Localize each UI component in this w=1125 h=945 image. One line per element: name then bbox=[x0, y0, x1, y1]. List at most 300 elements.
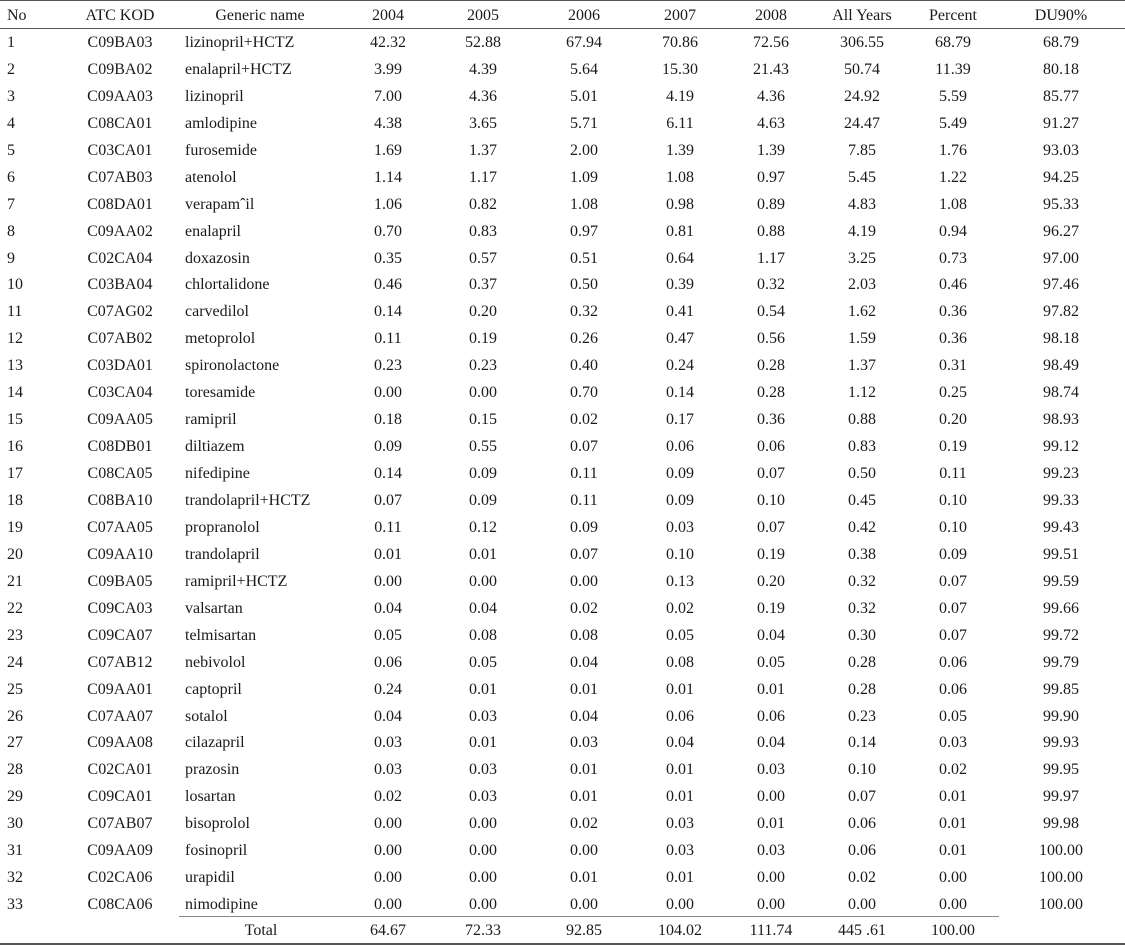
row-generic-name: lizinopril+HCTZ bbox=[185, 34, 295, 51]
row-percent: 0.46 bbox=[939, 276, 967, 293]
row-no: 1 bbox=[7, 34, 15, 51]
row-2005: 0.00 bbox=[469, 869, 497, 886]
row-percent: 0.01 bbox=[939, 788, 967, 805]
total-2007: 104.02 bbox=[658, 922, 702, 939]
row-2004: 1.69 bbox=[374, 142, 402, 159]
row-2007: 0.41 bbox=[666, 303, 694, 320]
row-2007: 0.17 bbox=[666, 411, 694, 428]
row-2004: 0.09 bbox=[374, 438, 402, 455]
row-atc-kod: C09AA08 bbox=[87, 734, 153, 751]
row-percent: 0.11 bbox=[939, 465, 967, 482]
row-atc-kod: C08DA01 bbox=[87, 196, 153, 213]
row-no: 18 bbox=[7, 492, 23, 509]
row-2008: 0.07 bbox=[757, 465, 785, 482]
row-all-years: 0.10 bbox=[848, 761, 876, 778]
row-atc-kod: C02CA04 bbox=[87, 250, 153, 267]
row-2005: 0.09 bbox=[469, 492, 497, 509]
row-du90: 99.51 bbox=[1043, 546, 1079, 563]
row-2008: 0.07 bbox=[757, 519, 785, 536]
row-all-years: 0.00 bbox=[848, 896, 876, 913]
row-2006: 0.11 bbox=[570, 465, 598, 482]
row-2004: 0.11 bbox=[374, 330, 402, 347]
row-2004: 42.32 bbox=[370, 34, 406, 51]
row-2008: 4.63 bbox=[757, 115, 785, 132]
row-2007: 4.19 bbox=[666, 88, 694, 105]
row-all-years: 4.83 bbox=[848, 196, 876, 213]
row-all-years: 0.23 bbox=[848, 708, 876, 725]
row-all-years: 0.28 bbox=[848, 681, 876, 698]
row-generic-name: metoprolol bbox=[185, 330, 256, 347]
row-2008: 0.05 bbox=[757, 654, 785, 671]
row-percent: 0.05 bbox=[939, 708, 967, 725]
row-atc-kod: C08CA05 bbox=[87, 465, 153, 482]
row-all-years: 24.92 bbox=[844, 88, 880, 105]
row-2007: 0.09 bbox=[666, 465, 694, 482]
row-all-years: 0.38 bbox=[848, 546, 876, 563]
row-all-years: 0.07 bbox=[848, 788, 876, 805]
row-2005: 52.88 bbox=[465, 34, 501, 51]
row-2004: 7.00 bbox=[374, 88, 402, 105]
row-2007: 0.24 bbox=[666, 357, 694, 374]
row-2007: 0.04 bbox=[666, 734, 694, 751]
row-du90: 97.82 bbox=[1043, 303, 1079, 320]
row-2006: 0.02 bbox=[570, 600, 598, 617]
row-2008: 0.04 bbox=[757, 734, 785, 751]
row-2005: 0.57 bbox=[469, 250, 497, 267]
row-percent: 0.10 bbox=[939, 519, 967, 536]
row-2006: 0.08 bbox=[570, 627, 598, 644]
row-2007: 0.01 bbox=[666, 761, 694, 778]
row-2008: 0.97 bbox=[757, 169, 785, 186]
row-atc-kod: C09CA03 bbox=[87, 600, 153, 617]
row-percent: 11.39 bbox=[935, 61, 971, 78]
row-2004: 0.00 bbox=[374, 869, 402, 886]
row-atc-kod: C07AB03 bbox=[87, 169, 153, 186]
row-no: 15 bbox=[7, 411, 23, 428]
row-2005: 0.00 bbox=[469, 384, 497, 401]
row-2004: 0.70 bbox=[374, 223, 402, 240]
row-all-years: 0.06 bbox=[848, 842, 876, 859]
row-percent: 0.00 bbox=[939, 896, 967, 913]
row-2007: 0.01 bbox=[666, 788, 694, 805]
row-atc-kod: C08DB01 bbox=[87, 438, 153, 455]
row-2006: 1.08 bbox=[570, 196, 598, 213]
row-du90: 99.72 bbox=[1043, 627, 1079, 644]
row-2005: 1.17 bbox=[469, 169, 497, 186]
row-du90: 98.74 bbox=[1043, 384, 1079, 401]
row-percent: 0.01 bbox=[939, 842, 967, 859]
row-2006: 0.40 bbox=[570, 357, 598, 374]
row-no: 7 bbox=[7, 196, 15, 213]
row-generic-name: valsartan bbox=[185, 600, 243, 617]
row-du90: 80.18 bbox=[1043, 61, 1079, 78]
row-all-years: 7.85 bbox=[848, 142, 876, 159]
row-du90: 98.49 bbox=[1043, 357, 1079, 374]
row-generic-name: diltiazem bbox=[185, 438, 245, 455]
row-generic-name: chlortalidone bbox=[185, 276, 270, 293]
row-no: 22 bbox=[7, 600, 23, 617]
row-2006: 0.32 bbox=[570, 303, 598, 320]
row-2004: 0.04 bbox=[374, 600, 402, 617]
row-2008: 0.28 bbox=[757, 384, 785, 401]
row-2004: 0.00 bbox=[374, 573, 402, 590]
row-2004: 0.03 bbox=[374, 761, 402, 778]
row-generic-name: telmisartan bbox=[185, 627, 257, 644]
row-no: 20 bbox=[7, 546, 23, 563]
row-generic-name: enalapril bbox=[185, 223, 241, 240]
row-2008: 0.06 bbox=[757, 438, 785, 455]
row-2005: 0.82 bbox=[469, 196, 497, 213]
row-du90: 99.23 bbox=[1043, 465, 1079, 482]
row-percent: 0.36 bbox=[939, 303, 967, 320]
total-2006: 92.85 bbox=[566, 922, 602, 939]
row-2005: 0.04 bbox=[469, 600, 497, 617]
row-no: 11 bbox=[7, 303, 23, 320]
row-2005: 0.09 bbox=[469, 465, 497, 482]
row-2008: 0.32 bbox=[757, 276, 785, 293]
row-du90: 95.33 bbox=[1043, 196, 1079, 213]
row-2007: 0.01 bbox=[666, 869, 694, 886]
row-atc-kod: C08CA01 bbox=[87, 115, 153, 132]
row-2008: 0.54 bbox=[757, 303, 785, 320]
row-atc-kod: C09BA03 bbox=[87, 34, 153, 51]
row-generic-name: prazosin bbox=[185, 761, 240, 778]
row-2008: 0.19 bbox=[757, 600, 785, 617]
row-2005: 0.83 bbox=[469, 223, 497, 240]
row-percent: 68.79 bbox=[935, 34, 971, 51]
row-all-years: 1.37 bbox=[848, 357, 876, 374]
header-percent: Percent bbox=[929, 7, 977, 24]
row-atc-kod: C03CA01 bbox=[87, 142, 153, 159]
row-all-years: 1.62 bbox=[848, 303, 876, 320]
row-generic-name: ramipril+HCTZ bbox=[185, 573, 288, 590]
row-generic-name: trandolapril bbox=[185, 546, 260, 563]
row-atc-kod: C08CA06 bbox=[87, 896, 153, 913]
row-2005: 0.19 bbox=[469, 330, 497, 347]
row-all-years: 306.55 bbox=[840, 34, 884, 51]
row-no: 6 bbox=[7, 169, 15, 186]
row-atc-kod: C09AA09 bbox=[87, 842, 153, 859]
row-2007: 0.81 bbox=[666, 223, 694, 240]
row-2007: 0.64 bbox=[666, 250, 694, 267]
row-atc-kod: C03CA04 bbox=[87, 384, 153, 401]
row-all-years: 0.30 bbox=[848, 627, 876, 644]
row-no: 5 bbox=[7, 142, 15, 159]
row-2004: 0.23 bbox=[374, 357, 402, 374]
row-2008: 0.04 bbox=[757, 627, 785, 644]
row-all-years: 0.45 bbox=[848, 492, 876, 509]
header-2007: 2007 bbox=[664, 7, 696, 24]
row-2005: 0.01 bbox=[469, 546, 497, 563]
row-2008: 1.17 bbox=[757, 250, 785, 267]
row-generic-name: ramipril bbox=[185, 411, 237, 428]
row-percent: 5.49 bbox=[939, 115, 967, 132]
row-2006: 5.71 bbox=[570, 115, 598, 132]
row-atc-kod: C07AB07 bbox=[87, 815, 153, 832]
row-2004: 0.05 bbox=[374, 627, 402, 644]
row-generic-name: bisoprolol bbox=[185, 815, 250, 832]
row-generic-name: nifedipine bbox=[185, 465, 250, 482]
row-no: 19 bbox=[7, 519, 23, 536]
row-atc-kod: C02CA06 bbox=[87, 869, 153, 886]
row-2005: 4.36 bbox=[469, 88, 497, 105]
row-percent: 0.25 bbox=[939, 384, 967, 401]
row-atc-kod: C07AA05 bbox=[87, 519, 153, 536]
row-2004: 3.99 bbox=[374, 61, 402, 78]
row-all-years: 0.32 bbox=[848, 573, 876, 590]
row-2008: 0.03 bbox=[757, 842, 785, 859]
total-all-years: 445 .61 bbox=[838, 922, 886, 939]
row-generic-name: propranolol bbox=[185, 519, 260, 536]
row-2005: 0.03 bbox=[469, 761, 497, 778]
row-2008: 0.28 bbox=[757, 357, 785, 374]
row-no: 10 bbox=[7, 276, 23, 293]
row-all-years: 0.28 bbox=[848, 654, 876, 671]
row-2007: 1.08 bbox=[666, 169, 694, 186]
row-all-years: 0.50 bbox=[848, 465, 876, 482]
row-no: 29 bbox=[7, 788, 23, 805]
row-2008: 0.00 bbox=[757, 788, 785, 805]
row-2007: 0.00 bbox=[666, 896, 694, 913]
row-2005: 1.37 bbox=[469, 142, 497, 159]
row-2006: 0.01 bbox=[570, 761, 598, 778]
row-no: 33 bbox=[7, 896, 23, 913]
row-generic-name: cilazapril bbox=[185, 734, 245, 751]
row-generic-name: urapidil bbox=[185, 869, 235, 886]
row-generic-name: toresamide bbox=[185, 384, 256, 401]
row-no: 4 bbox=[7, 115, 15, 132]
row-2004: 0.18 bbox=[374, 411, 402, 428]
row-2006: 5.01 bbox=[570, 88, 598, 105]
row-2006: 0.26 bbox=[570, 330, 598, 347]
row-percent: 0.06 bbox=[939, 654, 967, 671]
row-du90: 97.46 bbox=[1043, 276, 1079, 293]
row-2005: 4.39 bbox=[469, 61, 497, 78]
row-2007: 0.02 bbox=[666, 600, 694, 617]
row-2008: 0.20 bbox=[757, 573, 785, 590]
row-percent: 0.01 bbox=[939, 815, 967, 832]
row-all-years: 5.45 bbox=[848, 169, 876, 186]
row-2007: 0.05 bbox=[666, 627, 694, 644]
row-2004: 0.04 bbox=[374, 708, 402, 725]
row-atc-kod: C09AA01 bbox=[87, 681, 153, 698]
row-2006: 0.09 bbox=[570, 519, 598, 536]
header-2008: 2008 bbox=[755, 7, 787, 24]
row-atc-kod: C09AA02 bbox=[87, 223, 153, 240]
row-2005: 0.37 bbox=[469, 276, 497, 293]
row-2005: 0.55 bbox=[469, 438, 497, 455]
row-2007: 0.03 bbox=[666, 815, 694, 832]
row-no: 31 bbox=[7, 842, 23, 859]
row-generic-name: lizinopril bbox=[185, 88, 244, 105]
row-generic-name: captopril bbox=[185, 681, 242, 698]
row-2008: 0.00 bbox=[757, 869, 785, 886]
row-all-years: 24.47 bbox=[844, 115, 880, 132]
row-2006: 0.01 bbox=[570, 869, 598, 886]
row-2004: 1.14 bbox=[374, 169, 402, 186]
row-2006: 0.07 bbox=[570, 546, 598, 563]
row-2004: 0.14 bbox=[374, 465, 402, 482]
row-atc-kod: C03DA01 bbox=[87, 357, 153, 374]
row-2008: 0.10 bbox=[757, 492, 785, 509]
row-2004: 4.38 bbox=[374, 115, 402, 132]
row-2006: 0.50 bbox=[570, 276, 598, 293]
row-all-years: 0.88 bbox=[848, 411, 876, 428]
row-percent: 0.00 bbox=[939, 869, 967, 886]
row-generic-name: enalapril+HCTZ bbox=[185, 61, 292, 78]
row-all-years: 0.32 bbox=[848, 600, 876, 617]
row-du90: 99.66 bbox=[1043, 600, 1079, 617]
row-2008: 0.01 bbox=[757, 681, 785, 698]
row-percent: 0.03 bbox=[939, 734, 967, 751]
row-2006: 2.00 bbox=[570, 142, 598, 159]
row-2006: 0.01 bbox=[570, 681, 598, 698]
row-2006: 0.00 bbox=[570, 842, 598, 859]
row-2006: 0.00 bbox=[570, 896, 598, 913]
row-2005: 0.20 bbox=[469, 303, 497, 320]
row-2006: 0.07 bbox=[570, 438, 598, 455]
row-2005: 0.23 bbox=[469, 357, 497, 374]
row-2006: 0.70 bbox=[570, 384, 598, 401]
row-2004: 0.00 bbox=[374, 384, 402, 401]
total-2005: 72.33 bbox=[465, 922, 501, 939]
row-du90: 96.27 bbox=[1043, 223, 1079, 240]
row-generic-name: carvedilol bbox=[185, 303, 249, 320]
row-2007: 15.30 bbox=[662, 61, 698, 78]
row-2006: 0.02 bbox=[570, 411, 598, 428]
row-atc-kod: C07AB12 bbox=[87, 654, 153, 671]
row-2006: 0.04 bbox=[570, 708, 598, 725]
row-2004: 0.06 bbox=[374, 654, 402, 671]
row-du90: 98.93 bbox=[1043, 411, 1079, 428]
row-2004: 0.03 bbox=[374, 734, 402, 751]
row-no: 21 bbox=[7, 573, 23, 590]
row-2005: 0.01 bbox=[469, 734, 497, 751]
row-du90: 99.98 bbox=[1043, 815, 1079, 832]
row-generic-name: doxazosin bbox=[185, 250, 250, 267]
row-no: 30 bbox=[7, 815, 23, 832]
row-no: 17 bbox=[7, 465, 23, 482]
row-2008: 0.19 bbox=[757, 546, 785, 563]
row-2006: 5.64 bbox=[570, 61, 598, 78]
row-2008: 0.88 bbox=[757, 223, 785, 240]
row-no: 3 bbox=[7, 88, 15, 105]
row-2004: 0.00 bbox=[374, 815, 402, 832]
row-2007: 0.09 bbox=[666, 492, 694, 509]
row-2008: 0.56 bbox=[757, 330, 785, 347]
row-2008: 0.06 bbox=[757, 708, 785, 725]
row-2006: 0.11 bbox=[570, 492, 598, 509]
row-du90: 94.25 bbox=[1043, 169, 1079, 186]
row-2007: 0.01 bbox=[666, 681, 694, 698]
header-2005: 2005 bbox=[467, 7, 499, 24]
row-generic-name: atenolol bbox=[185, 169, 237, 186]
row-2005: 0.00 bbox=[469, 573, 497, 590]
row-2005: 0.08 bbox=[469, 627, 497, 644]
row-generic-name: verapamˆil bbox=[185, 196, 255, 213]
row-du90: 100.00 bbox=[1039, 896, 1083, 913]
row-atc-kod: C09AA03 bbox=[87, 88, 153, 105]
row-du90: 99.90 bbox=[1043, 708, 1079, 725]
row-du90: 99.59 bbox=[1043, 573, 1079, 590]
row-du90: 99.95 bbox=[1043, 761, 1079, 778]
row-2005: 0.00 bbox=[469, 896, 497, 913]
row-2008: 0.00 bbox=[757, 896, 785, 913]
row-2004: 0.07 bbox=[374, 492, 402, 509]
row-generic-name: sotalol bbox=[185, 708, 228, 725]
row-2007: 0.10 bbox=[666, 546, 694, 563]
row-no: 2 bbox=[7, 61, 15, 78]
row-du90: 85.77 bbox=[1043, 88, 1079, 105]
row-2006: 1.09 bbox=[570, 169, 598, 186]
row-2006: 0.03 bbox=[570, 734, 598, 751]
row-all-years: 2.03 bbox=[848, 276, 876, 293]
row-2007: 0.03 bbox=[666, 519, 694, 536]
row-2005: 0.05 bbox=[469, 654, 497, 671]
total-label: Total bbox=[244, 922, 278, 939]
row-2006: 0.00 bbox=[570, 573, 598, 590]
row-no: 23 bbox=[7, 627, 23, 644]
row-generic-name: amlodipine bbox=[185, 115, 257, 132]
row-2007: 0.03 bbox=[666, 842, 694, 859]
row-percent: 0.31 bbox=[939, 357, 967, 374]
row-du90: 100.00 bbox=[1039, 842, 1083, 859]
row-no: 25 bbox=[7, 681, 23, 698]
row-2007: 0.39 bbox=[666, 276, 694, 293]
row-2004: 0.00 bbox=[374, 842, 402, 859]
row-no: 12 bbox=[7, 330, 23, 347]
row-2006: 0.51 bbox=[570, 250, 598, 267]
header-2004: 2004 bbox=[372, 7, 404, 24]
total-2008: 111.74 bbox=[749, 922, 793, 939]
row-2008: 4.36 bbox=[757, 88, 785, 105]
row-du90: 99.33 bbox=[1043, 492, 1079, 509]
row-atc-kod: C09BA05 bbox=[87, 573, 153, 590]
row-atc-kod: C02CA01 bbox=[87, 761, 153, 778]
row-generic-name: losartan bbox=[185, 788, 236, 805]
row-2006: 0.97 bbox=[570, 223, 598, 240]
row-all-years: 1.59 bbox=[848, 330, 876, 347]
row-2004: 0.01 bbox=[374, 546, 402, 563]
row-atc-kod: C09BA02 bbox=[87, 61, 153, 78]
row-2004: 0.14 bbox=[374, 303, 402, 320]
row-no: 13 bbox=[7, 357, 23, 374]
header-no: No bbox=[7, 7, 27, 24]
header-du90: DU90% bbox=[1034, 7, 1088, 24]
row-du90: 99.79 bbox=[1043, 654, 1079, 671]
row-2004: 0.00 bbox=[374, 896, 402, 913]
row-2007: 70.86 bbox=[662, 34, 698, 51]
header-generic-name: Generic name bbox=[215, 7, 305, 24]
row-2005: 0.00 bbox=[469, 842, 497, 859]
row-2007: 0.47 bbox=[666, 330, 694, 347]
header-atc-kod: ATC KOD bbox=[85, 7, 155, 24]
row-all-years: 1.12 bbox=[848, 384, 876, 401]
row-2007: 0.14 bbox=[666, 384, 694, 401]
row-2007: 0.06 bbox=[666, 708, 694, 725]
row-percent: 0.07 bbox=[939, 573, 967, 590]
row-all-years: 50.74 bbox=[844, 61, 880, 78]
row-generic-name: spironolactone bbox=[185, 357, 280, 374]
row-percent: 1.08 bbox=[939, 196, 967, 213]
row-2007: 0.13 bbox=[666, 573, 694, 590]
row-generic-name: furosemide bbox=[185, 142, 257, 159]
row-percent: 0.10 bbox=[939, 492, 967, 509]
row-generic-name: fosinopril bbox=[185, 842, 248, 859]
header-all-years: All Years bbox=[832, 7, 892, 24]
row-2006: 0.02 bbox=[570, 815, 598, 832]
row-generic-name: nebivolol bbox=[185, 654, 246, 671]
